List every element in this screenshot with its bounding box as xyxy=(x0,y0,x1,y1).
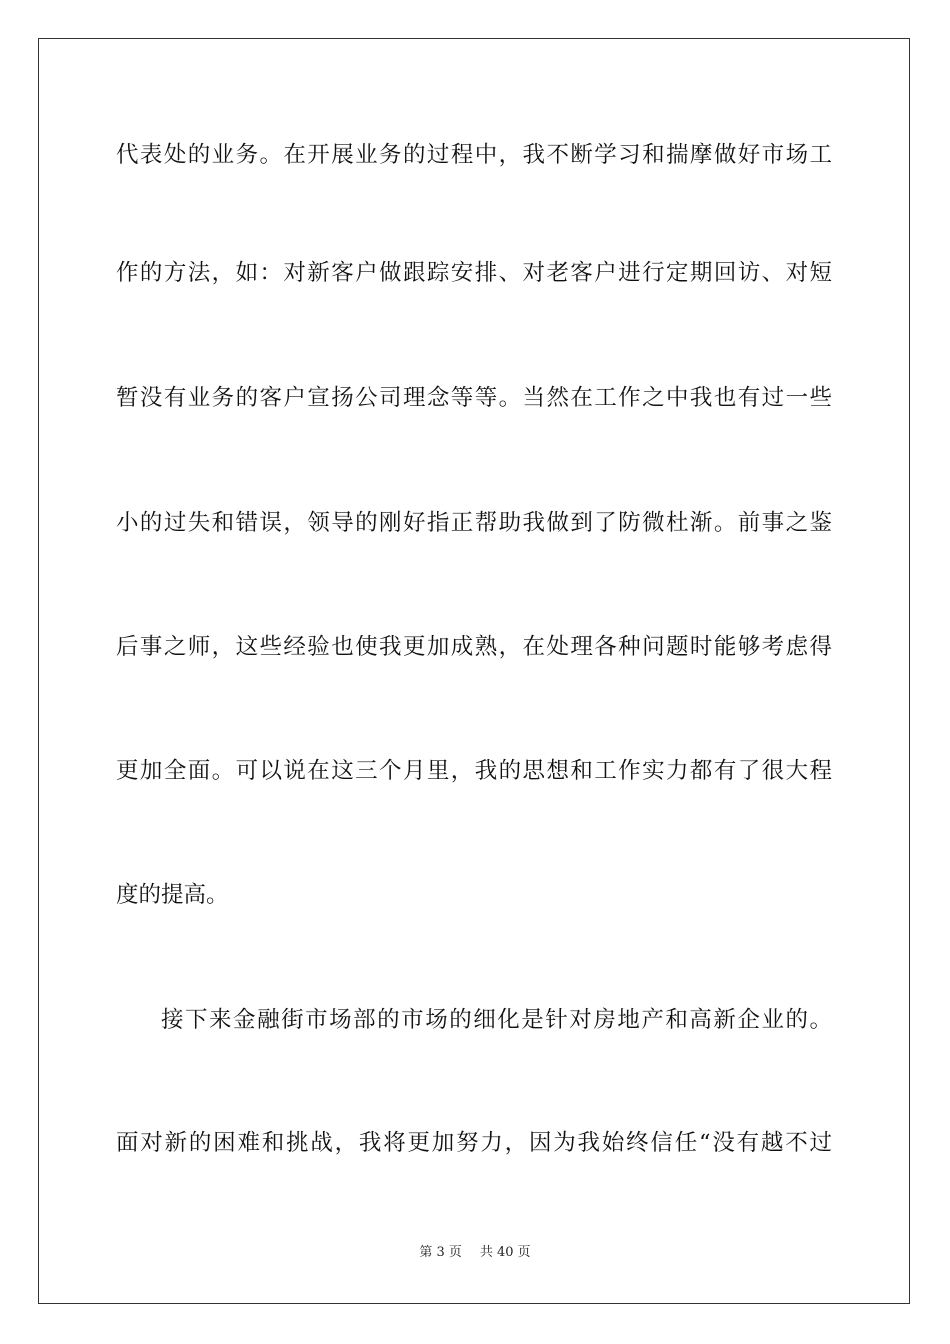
paragraph-line-5: 后事之师，这些经验也使我更加成熟，在处理各种问题时能够考虑得 xyxy=(116,634,832,660)
paragraph-line-9: 面对新的困难和挑战，我将更加努力，因为我始终信任“没有越不过 xyxy=(116,1130,832,1156)
paragraph-line-1: 代表处的业务。在开展业务的过程中，我不断学习和揣摩做好市场工 xyxy=(116,142,832,168)
page-total: 共 40 页 xyxy=(479,1245,531,1260)
paragraph-line-3: 暂没有业务的客户宣扬公司理念等等。当然在工作之中我也有过一些 xyxy=(116,385,832,411)
paragraph-line-6: 更加全面。可以说在这三个月里，我的思想和工作实力都有了很大程 xyxy=(116,758,832,784)
paragraph-line-7: 度的提高。 xyxy=(116,882,229,908)
page-number: 第 3 页 xyxy=(419,1245,462,1260)
paragraph-line-2: 作的方法，如：对新客户做跟踪安排、对老客户进行定期回访、对短 xyxy=(116,260,832,286)
paragraph-line-8: 接下来金融街市场部的市场的细化是针对房地产和高新企业的。 xyxy=(161,1007,832,1033)
paragraph-line-4: 小的过失和错误，领导的刚好指正帮助我做到了防微杜渐。前事之鉴 xyxy=(116,510,832,536)
page-footer xyxy=(0,1244,950,1262)
page-border xyxy=(38,38,910,1304)
